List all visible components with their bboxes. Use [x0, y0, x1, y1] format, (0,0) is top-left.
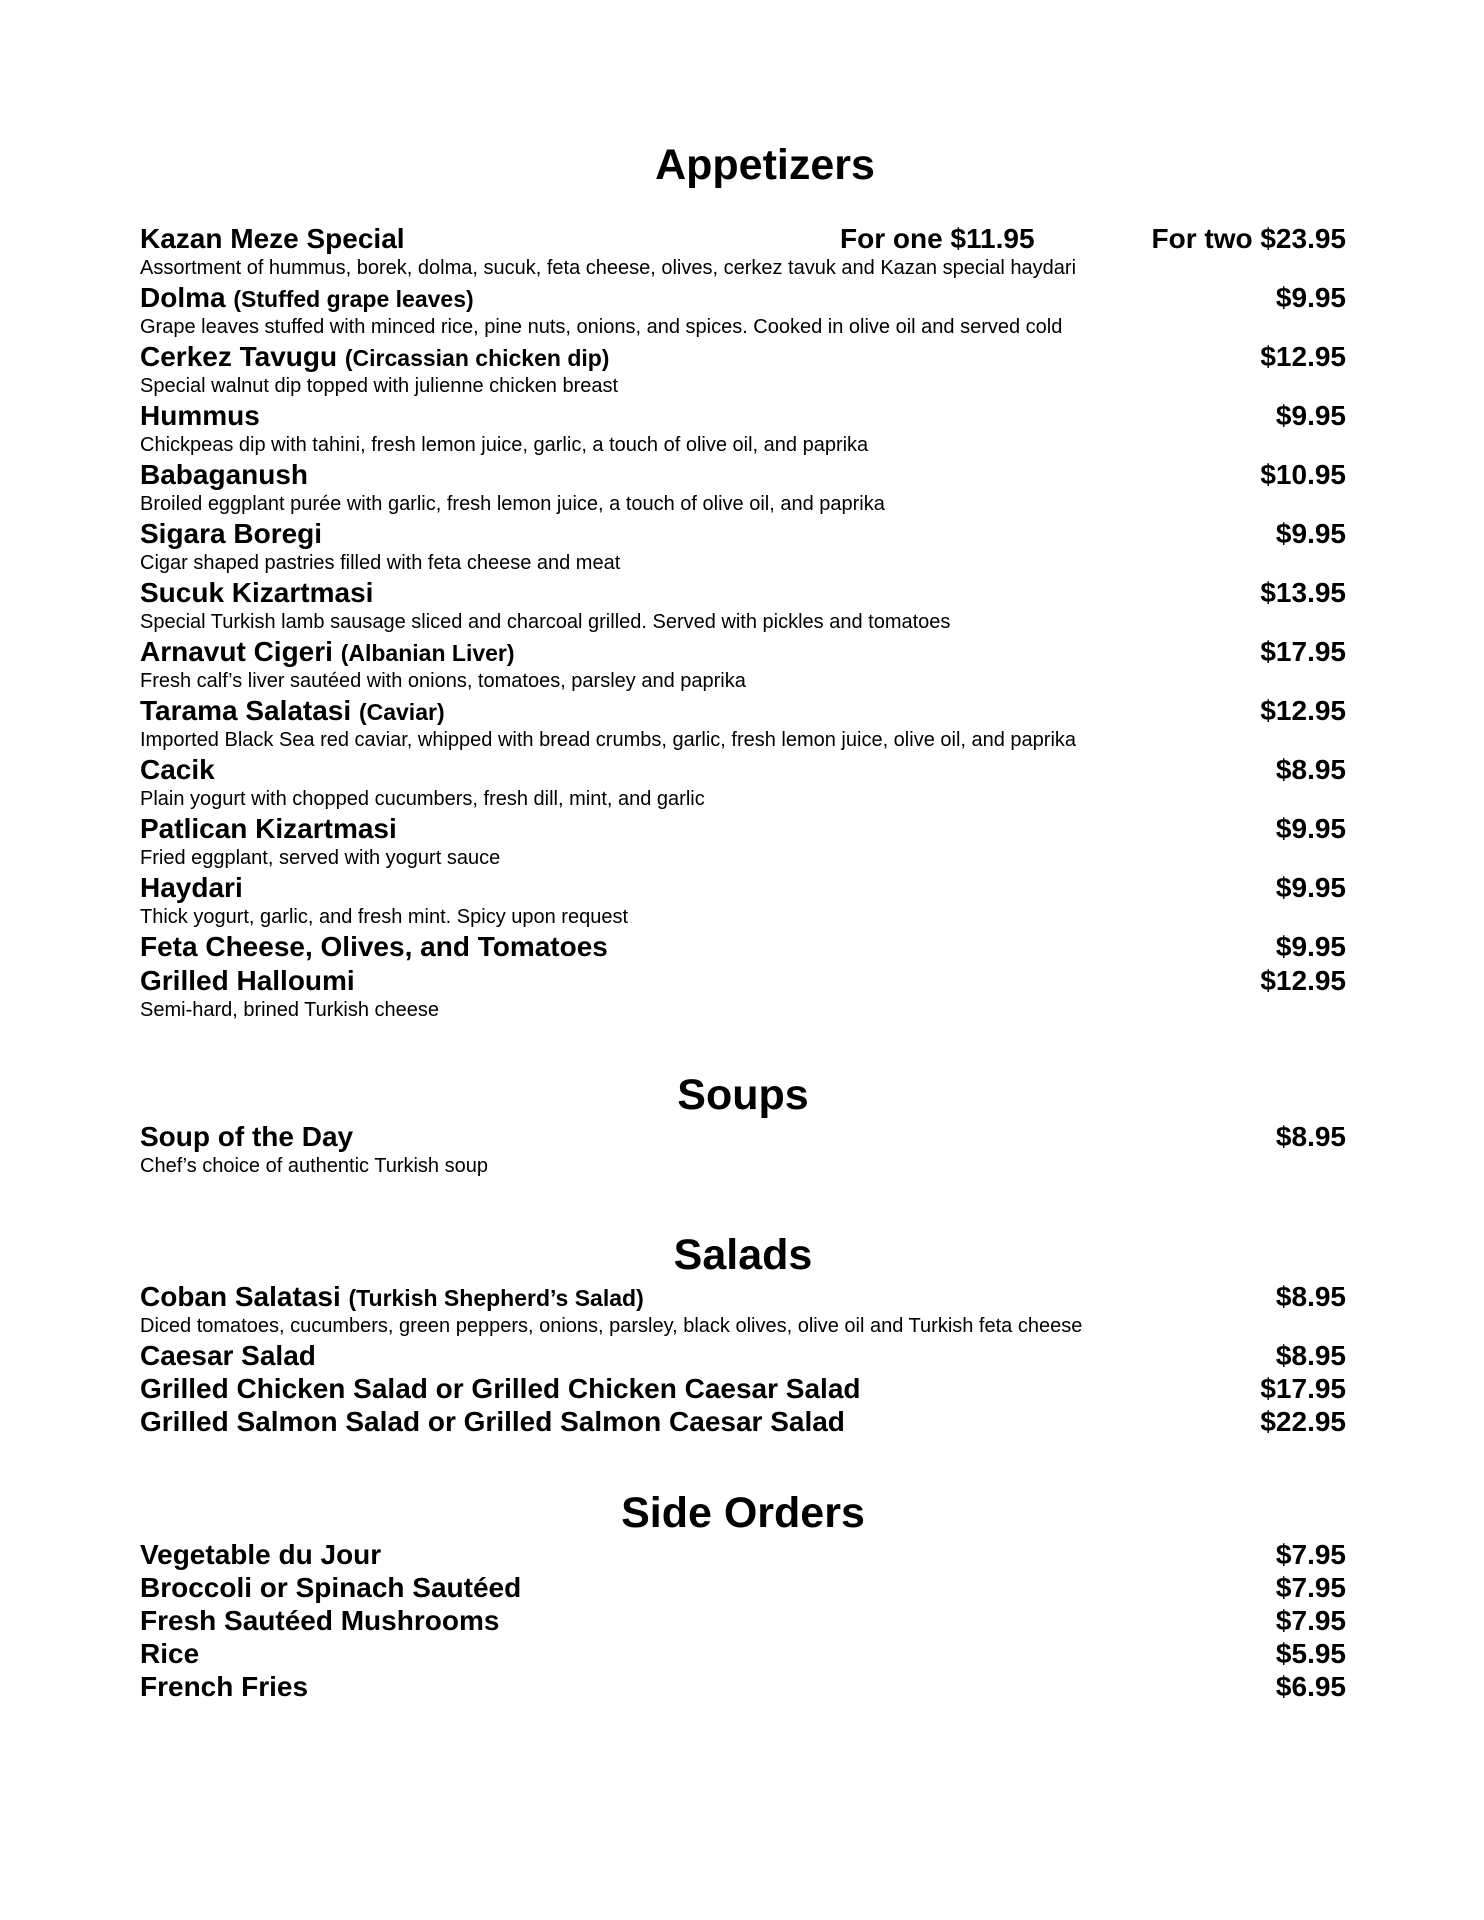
menu-item [140, 576, 1346, 610]
section-title-appetizers: Appetizers [655, 141, 875, 189]
item-name: Haydari [140, 872, 243, 903]
item-name: Grilled Chicken Salad or Grilled Chicken Caesar Salad [140, 1373, 861, 1404]
item-description: Semi-hard, brined Turkish cheese [140, 999, 440, 1021]
soups-list [140, 1120, 1346, 1179]
menu-item [140, 1670, 1346, 1703]
item-name: Hummus [140, 400, 260, 431]
item-price: $9.95 [1275, 282, 1346, 313]
item-name: Patlican Kizartmasi [140, 813, 397, 844]
item-name: Vegetable du Jour [140, 1539, 382, 1570]
item-subtitle: (Turkish Shepherd’s Salad) [348, 1285, 644, 1311]
item-price-for-one: For one $11.95 [840, 223, 1035, 254]
item-description: Assortment of hummus, borek, dolma, sucuk, feta cheese, olives, cerkez tavuk and Kazan special haydari [140, 257, 1077, 279]
appetizers-list [140, 222, 1346, 1023]
menu-item [140, 281, 1346, 315]
item-subtitle: (Circassian chicken dip) [344, 345, 610, 371]
salads-list [140, 1280, 1346, 1438]
item-subtitle: (Albanian Liver) [340, 640, 515, 666]
menu-item [140, 1538, 1346, 1571]
item-name: Caesar Salad [140, 1340, 316, 1371]
item-description: Chickpeas dip with tahini, fresh lemon juice, garlic, a touch of olive oil, and paprika [140, 434, 869, 456]
item-description: Broiled eggplant purée with garlic, fresh lemon juice, a touch of olive oil, and paprika [140, 493, 885, 515]
item-subtitle: (Caviar) [358, 699, 445, 725]
item-price: $12.95 [1260, 341, 1346, 372]
item-price: $5.95 [1275, 1638, 1346, 1669]
item-name: French Fries [140, 1671, 309, 1702]
item-price-for-two: For two $23.95 [1151, 223, 1346, 254]
item-description: Imported Black Sea red caviar, whipped with bread crumbs, garlic, fresh lemon juice, olive oil, and paprika [140, 729, 1077, 751]
menu-item [140, 517, 1346, 551]
item-price: $17.95 [1260, 1373, 1346, 1404]
menu-item [140, 812, 1346, 846]
item-description: Fried eggplant, served with yogurt sauce [140, 847, 501, 869]
section-title-soups: Soups [677, 1071, 809, 1119]
item-description: Plain yogurt with chopped cucumbers, fresh dill, mint, and garlic [140, 788, 705, 810]
item-description: Diced tomatoes, cucumbers, green peppers, onions, parsley, black olives, olive oil and Turkish feta cheese [140, 1315, 1083, 1337]
side-orders-list [140, 1538, 1346, 1703]
menu-item [140, 1571, 1346, 1604]
item-name: Kazan Meze Special [140, 223, 405, 254]
item-price: $9.95 [1275, 813, 1346, 844]
menu-item [140, 1339, 1346, 1372]
item-price: $8.95 [1275, 754, 1346, 785]
item-price: $13.95 [1260, 577, 1346, 608]
item-name: Soup of the Day [140, 1121, 354, 1152]
section-title-side-orders: Side Orders [621, 1489, 865, 1537]
item-description: Grape leaves stuffed with minced rice, pine nuts, onions, and spices. Cooked in olive oil and served cold [140, 316, 1063, 338]
item-price: $6.95 [1275, 1671, 1346, 1702]
menu-item [140, 458, 1346, 492]
item-price: $7.95 [1275, 1605, 1346, 1636]
menu-item [140, 1120, 1346, 1154]
item-description: Chef’s choice of authentic Turkish soup [140, 1155, 488, 1177]
item-description: Cigar shaped pastries filled with feta cheese and meat [140, 552, 621, 574]
item-price: $12.95 [1260, 965, 1346, 996]
item-name: Sucuk Kizartmasi [140, 577, 374, 608]
menu-item [140, 694, 1346, 728]
item-description: Special walnut dip topped with julienne chicken breast [140, 375, 619, 397]
item-name: Fresh Sautéed Mushrooms [140, 1605, 500, 1636]
item-name: Cerkez Tavugu (Circassian chicken dip) [140, 341, 610, 372]
menu-item [140, 1637, 1346, 1670]
item-price: $9.95 [1275, 518, 1346, 549]
item-price: $9.95 [1275, 400, 1346, 431]
item-name: Rice [140, 1638, 200, 1669]
item-price: $12.95 [1260, 695, 1346, 726]
menu-item [140, 753, 1346, 787]
item-price: $8.95 [1275, 1121, 1346, 1152]
item-price: $9.95 [1275, 931, 1346, 962]
menu-item [140, 399, 1346, 433]
menu-item [140, 1280, 1346, 1314]
menu-item [140, 340, 1346, 374]
menu-item [140, 1405, 1346, 1438]
item-subtitle: (Stuffed grape leaves) [233, 286, 474, 312]
menu-item [140, 964, 1346, 998]
item-name: Tarama Salatasi (Caviar) [140, 695, 445, 726]
item-name: Broccoli or Spinach Sautéed [140, 1572, 522, 1603]
menu-item [140, 1372, 1346, 1405]
menu-item [140, 1604, 1346, 1637]
section-title-salads: Salads [673, 1231, 813, 1279]
item-name: Babaganush [140, 459, 309, 490]
menu-item-kazan-meze [140, 222, 1346, 256]
menu-item [140, 930, 1346, 964]
item-name: Grilled Halloumi [140, 965, 355, 996]
item-price: $17.95 [1260, 636, 1346, 667]
item-price: $8.95 [1275, 1281, 1346, 1312]
menu-item [140, 871, 1346, 905]
item-description: Thick yogurt, garlic, and fresh mint. Spicy upon request [140, 906, 629, 928]
item-description: Special Turkish lamb sausage sliced and charcoal grilled. Served with pickles and tomatoes [140, 611, 951, 633]
item-name: Dolma (Stuffed grape leaves) [140, 282, 474, 313]
item-name: Sigara Boregi [140, 518, 323, 549]
item-price: $7.95 [1275, 1572, 1346, 1603]
item-name: Grilled Salmon Salad or Grilled Salmon Caesar Salad [140, 1406, 845, 1437]
item-price: $9.95 [1275, 872, 1346, 903]
item-price: $10.95 [1260, 459, 1346, 490]
item-price: $8.95 [1275, 1340, 1346, 1371]
item-description: Fresh calf’s liver sautéed with onions, tomatoes, parsley and paprika [140, 670, 746, 692]
item-name: Cacik [140, 754, 215, 785]
menu-item [140, 635, 1346, 669]
item-name: Coban Salatasi (Turkish Shepherd’s Salad) [140, 1281, 644, 1312]
item-name: Feta Cheese, Olives, and Tomatoes [140, 931, 608, 962]
item-name: Arnavut Cigeri (Albanian Liver) [140, 636, 515, 667]
item-price: $22.95 [1260, 1406, 1346, 1437]
item-price: $7.95 [1275, 1539, 1346, 1570]
